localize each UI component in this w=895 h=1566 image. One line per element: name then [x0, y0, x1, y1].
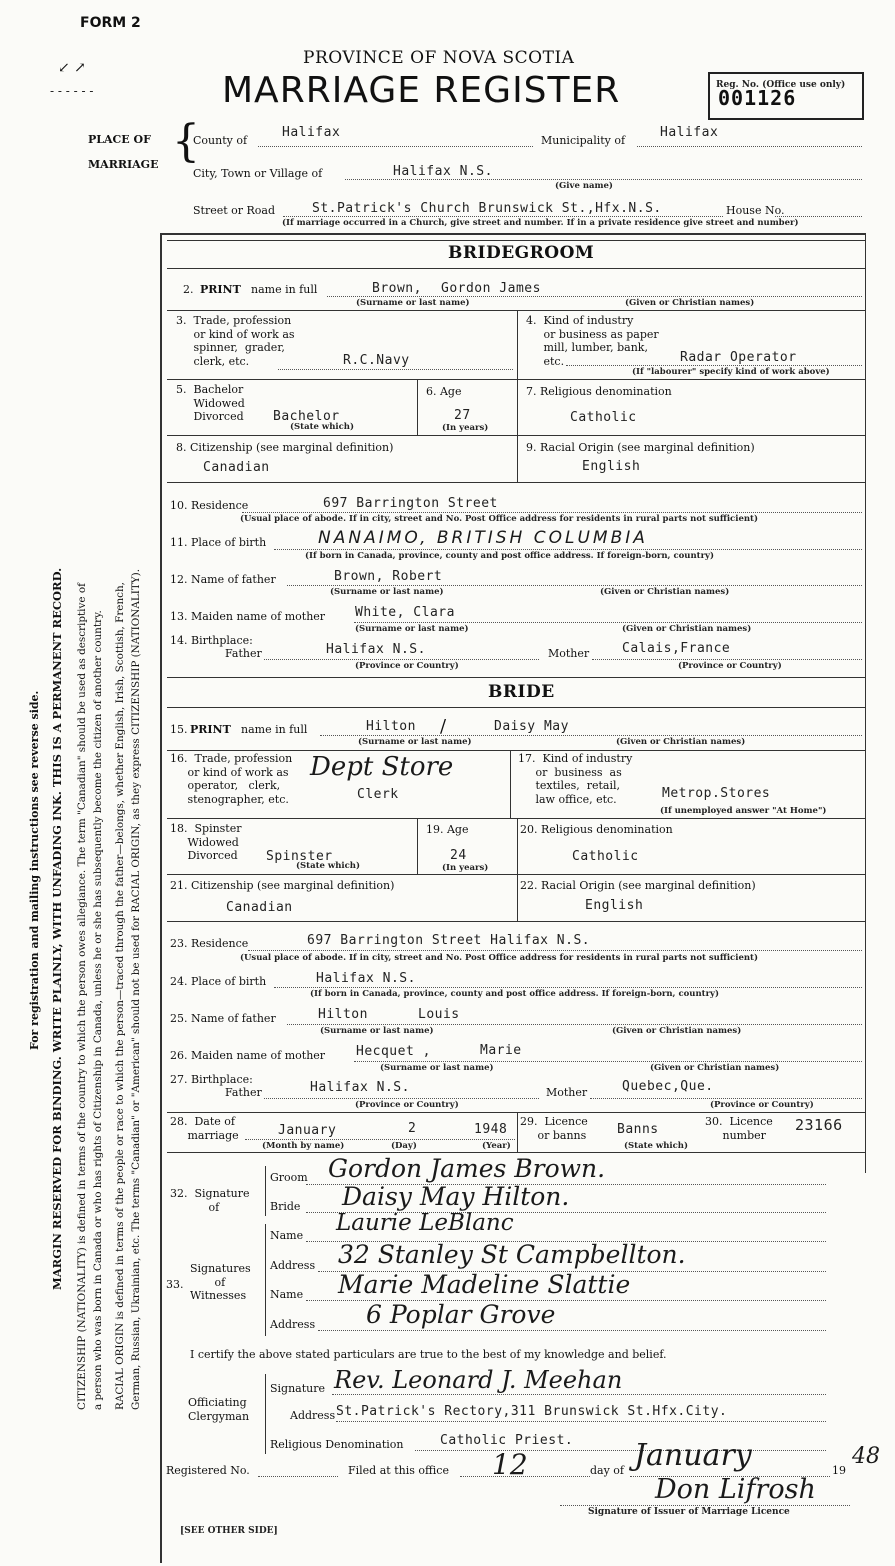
- f27-label: 27. Birthplace:: [170, 1073, 253, 1086]
- bride-given-caption: (Given or Christian names): [616, 737, 746, 747]
- groom-given-names: Gordon James: [441, 281, 541, 296]
- groom-birthplace: NANAIMO, BRITISH COLUMBIA: [318, 528, 648, 548]
- f23-label: 23. Residence: [170, 937, 249, 950]
- groom-rule-3: [167, 379, 865, 380]
- bride-divider-2: [417, 818, 418, 874]
- f17-label: 17. Kind of industry or business as textiles, retail, law office, etc.: [518, 752, 633, 806]
- f18-label: 18. Spinster Widowed Divorced: [170, 822, 242, 862]
- bride-state-which: (State which): [296, 861, 360, 871]
- groom-racial: English: [582, 459, 641, 474]
- f25-surname-caption: (Surname or last name): [320, 1026, 434, 1036]
- f14-father-caption: (Province or Country): [355, 661, 459, 671]
- w1-name-label: Name: [270, 1229, 304, 1242]
- w2-name-label: Name: [270, 1288, 304, 1301]
- bride-surname-caption: (Surname or last name): [358, 737, 472, 747]
- groom-surname-caption: (Surname or last name): [356, 298, 470, 308]
- bridegroom-heading: BRIDEGROOM: [448, 243, 595, 263]
- place-label-1: PLACE OF: [88, 133, 151, 146]
- street-note: (If marriage occurred in a Church, give street and number. If in a private residence give street and number): [282, 218, 799, 228]
- date-divider-1: [517, 1112, 518, 1152]
- bride-father-given: Louis: [418, 1007, 460, 1022]
- licence-or-banns: Banns: [617, 1122, 659, 1137]
- f26-line: [354, 1061, 862, 1062]
- bride-citizenship: Canadian: [226, 900, 293, 915]
- f3-label: 3. Trade, profession or kind of work as spinner, grader, clerk, etc.: [176, 314, 295, 368]
- month-caption: (Month by name): [262, 1141, 345, 1151]
- margin-note-1: For registration and mailing instructions see reverse side.: [28, 690, 41, 1050]
- place-brace: {: [172, 116, 200, 167]
- f28-line: [245, 1139, 515, 1140]
- f14-mother-caption: (Province or Country): [678, 661, 782, 671]
- bride-racial: English: [585, 898, 644, 913]
- county-label: County of: [193, 134, 248, 147]
- f10-label: 10. Residence: [170, 499, 249, 512]
- f27-mother-caption: (Province or Country): [710, 1100, 814, 1110]
- bride-industry: Metrop.Stores: [662, 786, 771, 801]
- f33-label: 33.: [166, 1278, 184, 1291]
- f12-surname-caption: (Surname or last name): [330, 587, 444, 597]
- f2-label: name in full: [251, 283, 318, 296]
- reg-number: 001126: [718, 86, 797, 110]
- reg-box-label: Reg. No. (Office use only): [716, 80, 846, 90]
- clergy-address-line: [336, 1421, 826, 1422]
- groom-industry: Radar Operator: [680, 350, 797, 365]
- bride-given-names: Daisy May: [494, 719, 569, 734]
- bride-status: Spinster: [266, 849, 333, 864]
- f19-label: 19. Age: [426, 823, 469, 836]
- f27-father-caption: (Province or Country): [355, 1100, 459, 1110]
- f12-given-caption: (Given or Christian names): [600, 587, 730, 597]
- filed-year: 48: [852, 1444, 880, 1469]
- groom-sig-label: Groom: [270, 1171, 308, 1184]
- form-title: MARRIAGE REGISTER: [222, 70, 621, 111]
- state-which-caption: (State which): [624, 1141, 688, 1151]
- groom-residence: 697 Barrington Street: [323, 496, 498, 511]
- groom-residence-note: (Usual place of abode. If in city, street and No. Post Office address for residents in rural parts not sufficient): [240, 514, 758, 524]
- municipality-label: Municipality of: [541, 134, 626, 147]
- bride-residence-note: (Usual place of abode. If in city, street and No. Post Office address for residents in rural parts not sufficient): [240, 953, 758, 963]
- f24-line: [274, 987, 862, 988]
- f2-print: PRINT: [200, 283, 241, 296]
- bride-residence: 697 Barrington Street Halifax N.S.: [307, 933, 591, 948]
- form-number: FORM 2: [80, 15, 141, 31]
- pencil-mark-icon: ↙ ↗: [58, 60, 86, 76]
- filed-month: January: [634, 1438, 752, 1473]
- f27-mother-label: Mother: [546, 1086, 588, 1099]
- bride-mother-surname: Hecquet ,: [356, 1044, 431, 1059]
- filed-day: 12: [492, 1448, 528, 1481]
- f21-label: 21. Citizenship (see marginal definition): [170, 879, 395, 892]
- issuer-signature: Don Lifrosh: [655, 1474, 816, 1505]
- clergy-address-label: Address: [290, 1409, 336, 1422]
- f25-label: 25. Name of father: [170, 1012, 276, 1025]
- county-value: Halifax: [282, 125, 341, 140]
- sig-bracket-1: [265, 1166, 266, 1216]
- f15-number: 15.: [170, 723, 188, 736]
- groom-mother-birthplace: Calais,France: [622, 641, 731, 656]
- bride-surname: Hilton: [366, 719, 416, 734]
- certify-text: I certify the above stated particulars are true to the best of my knowledge and belief.: [190, 1348, 667, 1361]
- f14-mother-line: [592, 659, 862, 660]
- bride-rule-3: [167, 818, 865, 819]
- clergy-sig-label: Signature: [270, 1382, 326, 1395]
- clergy-sig-line: [332, 1394, 826, 1395]
- f13-label: 13. Maiden name of mother: [170, 610, 326, 623]
- w1-address-label: Address: [270, 1259, 316, 1272]
- bride-trade-handwritten: Dept Store: [310, 752, 454, 782]
- witness-label: Signatures of Witnesses: [190, 1262, 251, 1302]
- f20-label: 20. Religious denomination: [520, 823, 673, 836]
- f11-line: [274, 549, 862, 550]
- groom-religion: Catholic: [570, 410, 637, 425]
- groom-trade: R.C.Navy: [343, 353, 410, 368]
- clergy-label: Officiating Clergyman: [188, 1396, 250, 1423]
- f14-mother-label: Mother: [548, 647, 590, 660]
- reg-number-box: [708, 72, 864, 120]
- f27-father-label: Father: [225, 1086, 262, 1099]
- bride-father-birthplace: Halifax N.S.: [310, 1080, 410, 1095]
- f3-line: [278, 369, 513, 370]
- f4-line: [566, 365, 862, 366]
- bride-father-surname: Hilton: [318, 1007, 368, 1022]
- registered-no-label: Registered No.: [166, 1464, 250, 1477]
- margin-note-6: German, Russian, Ukrainian, etc. The terms "Canadian" or "American" should not be used for RACIAL ORIGIN, as they express CITIZENSHIP (NATIONALITY).: [130, 568, 142, 1410]
- issuer-line: [560, 1505, 850, 1506]
- w2-address-line: [318, 1330, 826, 1331]
- see-other-side: [SEE OTHER SIDE]: [180, 1526, 278, 1536]
- city-value: Halifax N.S.: [393, 164, 493, 179]
- marriage-year: 1948: [474, 1122, 508, 1137]
- bride-in-years: (In years): [442, 863, 489, 873]
- issuer-caption: Signature of Issuer of Marriage Licence: [588, 1507, 790, 1517]
- city-line: [345, 179, 862, 180]
- f13-line: [354, 622, 862, 623]
- f8-label: 8. Citizenship (see marginal definition): [176, 441, 394, 454]
- city-label: City, Town or Village of: [193, 167, 323, 180]
- bride-rule-4: [167, 874, 865, 875]
- f15-line: [320, 735, 862, 736]
- f26-label: 26. Maiden name of mother: [170, 1049, 326, 1062]
- f23-line: [248, 950, 862, 951]
- pen-stroke-icon: /: [440, 716, 447, 737]
- f26-surname-caption: (Surname or last name): [380, 1063, 494, 1073]
- bride-divider-3: [517, 818, 518, 921]
- bride-religion: Catholic: [572, 849, 639, 864]
- groom-rule-5: [167, 482, 865, 483]
- f10-line: [242, 512, 862, 513]
- groom-state-which: (State which): [290, 422, 354, 432]
- f12-label: 12. Name of father: [170, 573, 276, 586]
- f9-label: 9. Racial Origin (see marginal definition): [526, 441, 755, 454]
- witness-1-address: 32 Stanley St Campbellton.: [338, 1240, 686, 1269]
- groom-status: Bachelor: [273, 409, 340, 424]
- date-top-rule: [167, 1112, 865, 1113]
- frame-left: [160, 233, 162, 1563]
- margin-note-5: RACIAL ORIGIN is defined in terms of the people or race to which the person—traced through the father—belongs, whether English, Irish, Scottish, French,: [114, 582, 126, 1410]
- f27-mother-line: [590, 1098, 862, 1099]
- house-label: House No.: [726, 204, 785, 217]
- margin-note-4: a person who was born in Canada or who has rights of Citizenship in Canada, unless he or she has subsequently become the citizen of another country.: [92, 610, 104, 1410]
- day-of-label: day of: [590, 1464, 625, 1477]
- give-name-caption: (Give name): [555, 181, 613, 191]
- f32-label: 32. Signature of: [170, 1187, 250, 1214]
- f26-given-caption: (Given or Christian names): [650, 1063, 780, 1073]
- filed-label: Filed at this office: [348, 1464, 449, 1477]
- street-line: [283, 216, 723, 217]
- marriage-day: 2: [408, 1121, 417, 1136]
- f25-given-caption: (Given or Christian names): [612, 1026, 742, 1036]
- f5-label: 5. Bachelor Widowed Divorced: [176, 383, 245, 423]
- f17-note: (If unemployed answer "At Home"): [660, 806, 827, 816]
- frame-top: [160, 233, 865, 235]
- f12-line: [287, 585, 862, 586]
- witness-2-name: Marie Madeline Slattie: [338, 1270, 631, 1299]
- bride-mother-given: Marie: [480, 1043, 522, 1058]
- witness-bracket: [265, 1224, 266, 1336]
- f13-given-caption: (Given or Christian names): [622, 624, 752, 634]
- dash-mark-icon: - - - - - -: [50, 84, 94, 98]
- f27-father-line: [264, 1098, 539, 1099]
- f7-label: 7. Religious denomination: [526, 385, 672, 398]
- groom-surname: Brown,: [372, 281, 422, 296]
- w2-address-label: Address: [270, 1318, 316, 1331]
- date-bottom-rule: [167, 1152, 865, 1153]
- clergy-signature: Rev. Leonard J. Meehan: [334, 1366, 623, 1394]
- street-label: Street or Road: [193, 204, 276, 217]
- bride-sig-label: Bride: [270, 1200, 301, 1213]
- municipality-line: [637, 146, 862, 147]
- clergy-bracket: [265, 1374, 266, 1454]
- day-caption: (Day): [391, 1141, 417, 1151]
- groom-signature: Gordon James Brown.: [328, 1154, 606, 1183]
- licence-number: 23166: [795, 1116, 843, 1134]
- groom-mother-name: White, Clara: [355, 605, 455, 620]
- groom-father-birthplace: Halifax N.S.: [326, 642, 426, 657]
- f14-label: 14. Birthplace:: [170, 634, 253, 647]
- bride-mother-birthplace: Quebec,Que.: [622, 1079, 714, 1094]
- witness-2-address: 6 Poplar Grove: [366, 1300, 556, 1329]
- f11-label: 11. Place of birth: [170, 536, 267, 549]
- groom-rule-2: [167, 310, 865, 311]
- groom-citizenship: Canadian: [203, 460, 270, 475]
- street-value: St.Patrick's Church Brunswick St.,Hfx.N.S.: [312, 201, 662, 216]
- margin-note-2: MARGIN RESERVED FOR BINDING. WRITE PLAINLY, WITH UNFADING INK. THIS IS A PERMANENT RECORD.: [50, 567, 64, 1290]
- f2-line: [327, 296, 862, 297]
- house-line: [775, 216, 862, 217]
- f22-label: 22. Racial Origin (see marginal definition): [520, 879, 756, 892]
- f15-label: name in full: [241, 723, 308, 736]
- f25-line: [287, 1024, 862, 1025]
- year-caption: (Year): [482, 1141, 511, 1151]
- groom-top-rule: [167, 240, 865, 241]
- denom-line: [415, 1450, 826, 1451]
- f14-father-line: [264, 659, 539, 660]
- groom-divider-1: [517, 310, 518, 379]
- f30-label: 30. Licence number: [705, 1115, 773, 1142]
- registered-no-line: [258, 1476, 338, 1477]
- groom-rule-4: [167, 435, 865, 436]
- place-label-2: MARRIAGE: [88, 158, 159, 171]
- f16-label: 16. Trade, profession or kind of work as operator, clerk, stenographer, etc.: [170, 752, 293, 806]
- denom-label: Religious Denomination: [270, 1438, 404, 1451]
- county-line: [258, 146, 533, 147]
- bride-age: 24: [450, 848, 467, 863]
- f6-label: 6. Age: [426, 385, 462, 398]
- frame-right: [865, 233, 866, 1173]
- margin-note-3: CITIZENSHIP (NATIONALITY) is defined in terms of the country to which the person owes allegiance. The term "Canadian" should be used as descriptive of: [76, 583, 88, 1410]
- f4-label: 4. Kind of industry or business as paper mill, lumber, bank, etc.: [526, 314, 659, 368]
- f4-note: (If "labourer" specify kind of work above): [632, 367, 830, 377]
- year-prefix: 19: [832, 1464, 846, 1477]
- groom-divider-3: [517, 379, 518, 482]
- groom-birth-note: (If born in Canada, province, county and post office address. If foreign-born, country): [305, 551, 715, 561]
- groom-father-name: Brown, Robert: [334, 569, 443, 584]
- bride-birth-note: (If born in Canada, province, county and post office address. If foreign-born, country): [310, 989, 720, 999]
- municipality-value: Halifax: [660, 125, 719, 140]
- bride-rule-5: [167, 921, 865, 922]
- f15-print: PRINT: [190, 723, 231, 736]
- f14-father-label: Father: [225, 647, 262, 660]
- groom-divider-2: [417, 379, 418, 435]
- bride-divider-1: [510, 750, 511, 818]
- f2-number: 2.: [183, 283, 194, 296]
- bride-birthplace: Halifax N.S.: [316, 971, 416, 986]
- f13-surname-caption: (Surname or last name): [355, 624, 469, 634]
- clergy-denomination: Catholic Priest.: [440, 1433, 574, 1448]
- f28-label: 28. Date of marriage: [170, 1115, 239, 1142]
- groom-given-caption: (Given or Christian names): [625, 298, 755, 308]
- clergy-address: St.Patrick's Rectory,311 Brunswick St.Hfx.City.: [336, 1404, 728, 1419]
- bride-signature: Daisy May Hilton.: [342, 1182, 570, 1211]
- witness-1-name: Laurie LeBlanc: [336, 1210, 514, 1236]
- bride-heading: BRIDE: [488, 682, 555, 702]
- bride-rule-2: [167, 750, 865, 751]
- province-heading: PROVINCE OF NOVA SCOTIA: [303, 48, 575, 68]
- groom-in-years: (In years): [442, 423, 489, 433]
- bride-trade: Clerk: [357, 787, 399, 802]
- bride-top-rule: [167, 677, 865, 678]
- groom-age: 27: [454, 408, 471, 423]
- f29-label: 29. Licence or banns: [520, 1115, 588, 1142]
- marriage-month: January: [278, 1123, 337, 1138]
- groom-heading-rule: [167, 268, 865, 269]
- bride-heading-rule: [167, 707, 865, 708]
- f24-label: 24. Place of birth: [170, 975, 267, 988]
